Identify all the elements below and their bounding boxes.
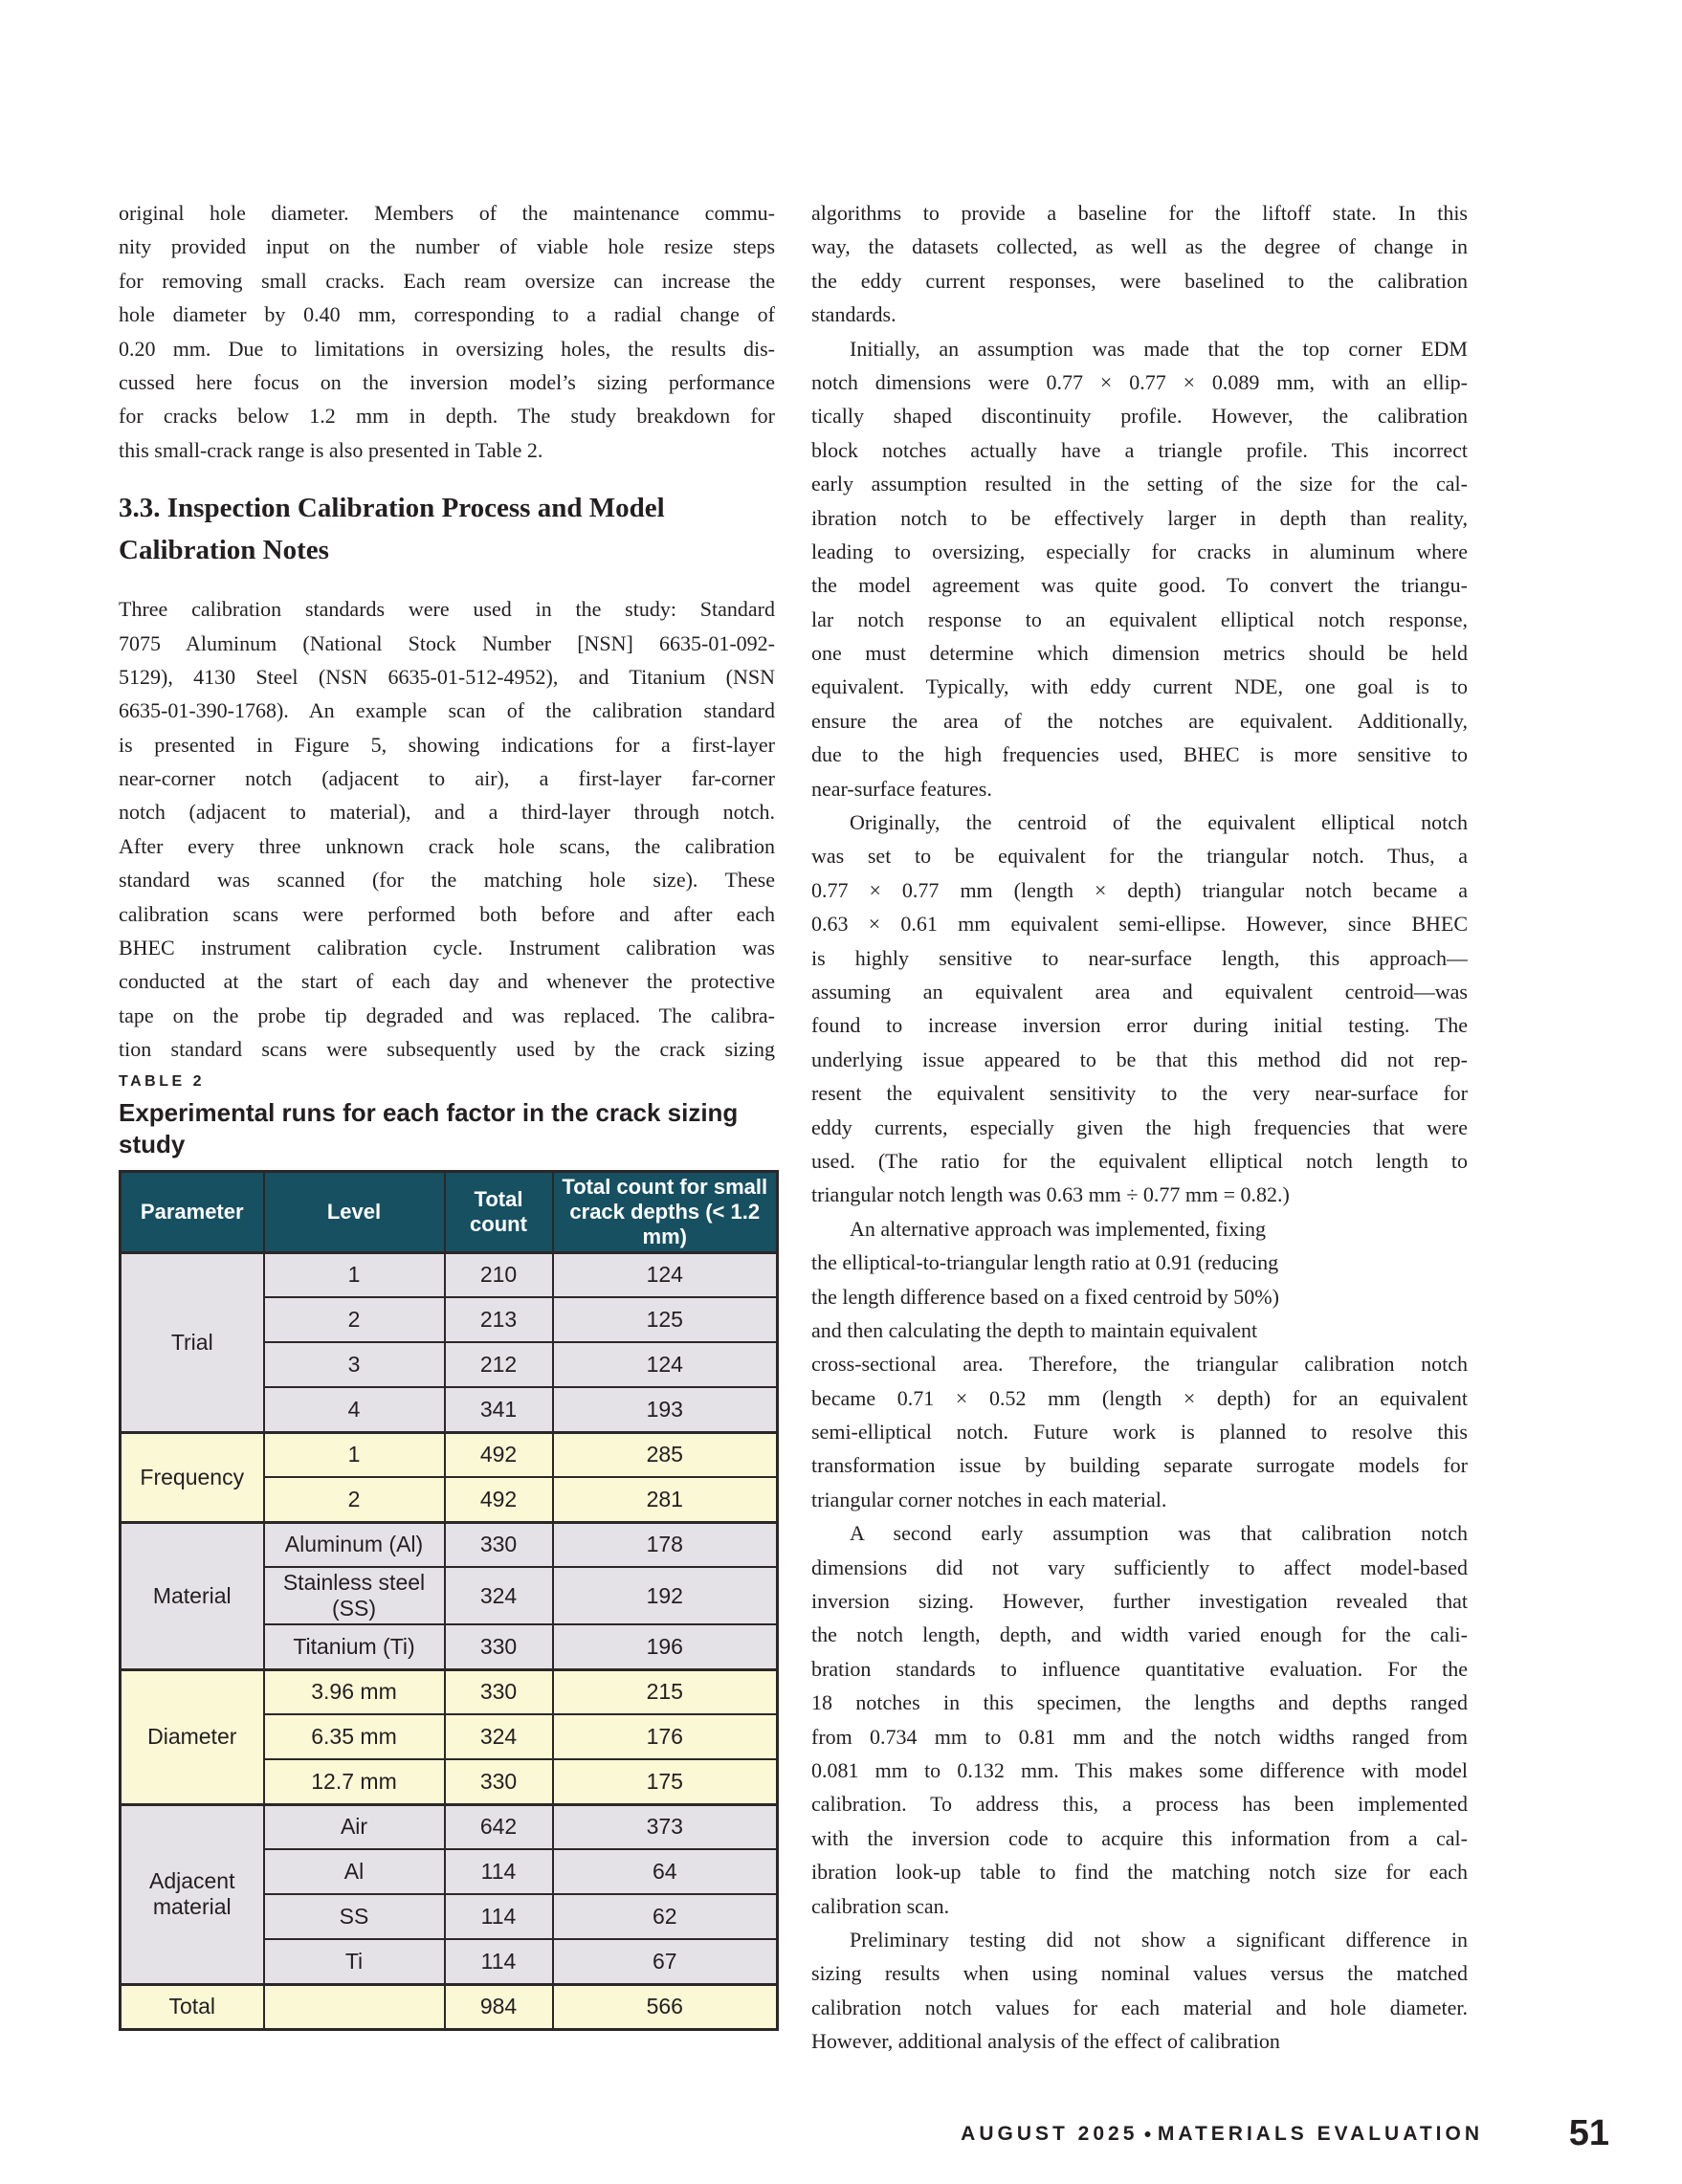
text-line: the elliptical-to-triangular length ratio at 0.91 (reducing <box>811 1250 1279 1275</box>
text-line: Three calibration standards were used in the study: Standard <box>119 597 775 622</box>
text-line: the notch length, depth, and width varied enough for the cali- <box>811 1622 1468 1647</box>
total-count-cell: 330 <box>445 1624 553 1669</box>
text-line: notch dimensions were 0.77 × 0.77 × 0.089 mm, with an ellip- <box>811 369 1468 394</box>
text-line: tically shaped discontinuity profile. However, the calibration <box>811 404 1468 429</box>
small-crack-count-cell: 196 <box>553 1624 778 1669</box>
small-crack-count-cell: 62 <box>553 1894 778 1939</box>
text-line: near-corner notch (adjacent to air), a first-layer far-corner <box>119 766 775 791</box>
text-line: due to the high frequencies used, BHEC is more sensitive to <box>811 742 1468 767</box>
footer-issue: AUGUST 2025 <box>961 2123 1139 2145</box>
parameter-cell: Diameter <box>121 1669 264 1804</box>
table-header-cell: Parameter <box>121 1171 264 1252</box>
small-crack-count-cell: 192 <box>553 1567 778 1624</box>
total-count-cell: 330 <box>445 1759 553 1804</box>
total-count-cell: 210 <box>445 1252 553 1297</box>
text-line: An alternative approach was implemented, fixing <box>850 1216 1266 1241</box>
text-line: triangular corner notches in each material. <box>811 1487 1167 1511</box>
text-line: ensure the area of the notches are equivalent. Additionally, <box>811 708 1468 733</box>
table-row <box>121 1522 778 1567</box>
parameter-cell: Adjacent material <box>121 1804 264 1984</box>
text-line: early assumption resulted in the setting of the size for the cal- <box>811 472 1468 496</box>
text-line: tion standard scans were subsequently used by the crack sizing <box>119 1037 775 1062</box>
level-cell: 4 <box>264 1387 445 1432</box>
total-count-cell: 213 <box>445 1297 553 1342</box>
table-body <box>121 1252 778 2029</box>
text-line: nity provided input on the number of viable hole resize steps <box>119 234 775 259</box>
text-line: 0.77 × 0.77 mm (length × depth) triangular notch became a <box>811 877 1468 902</box>
table-label: TABLE 2 <box>119 1072 205 1090</box>
small-crack-count-cell: 124 <box>553 1342 778 1387</box>
level-cell: 1 <box>264 1252 445 1297</box>
small-crack-count-cell: 281 <box>553 1477 778 1522</box>
left-paragraphs-top <box>119 196 775 467</box>
small-crack-count-cell: 193 <box>553 1387 778 1432</box>
paragraph <box>811 196 1468 332</box>
level-cell: Ti <box>264 1939 445 1984</box>
small-crack-count-cell: 175 <box>553 1759 778 1804</box>
table-caption-line: Experimental runs for each factor in the crack sizing <box>119 1097 739 1127</box>
table-header-cell: Level <box>264 1171 445 1252</box>
text-line: hole diameter by 0.40 mm, corresponding to a radial change of <box>119 302 775 327</box>
text-line: ibration look-up table to find the matching notch size for each <box>811 1860 1468 1885</box>
text-line: and then calculating the depth to maintain equivalent <box>811 1317 1258 1342</box>
small-crack-count-cell: 566 <box>553 1984 778 2029</box>
level-cell: 1 <box>264 1432 445 1477</box>
text-line: cussed here focus on the inversion model’s sizing performance <box>119 369 775 394</box>
text-line: found to increase inversion error during initial testing. The <box>811 1013 1468 1038</box>
table-row <box>121 1252 778 1297</box>
text-line: one must determine which dimension metrics should be held <box>811 641 1468 666</box>
parameter-cell: Total <box>121 1984 264 2029</box>
text-line: became 0.71 × 0.52 mm (length × depth) for an equivalent <box>811 1385 1468 1410</box>
text-line: for cracks below 1.2 mm in depth. The study breakdown for <box>119 404 775 429</box>
text-line: for removing small cracks. Each ream oversize can increase the <box>119 268 775 293</box>
text-line: the eddy current responses, were baselined to the calibration <box>811 268 1468 293</box>
text-line: notch (adjacent to material), and a third-layer through notch. <box>119 800 775 825</box>
total-count-cell: 492 <box>445 1477 553 1522</box>
text-line: Originally, the centroid of the equivalent elliptical notch <box>850 810 1468 835</box>
text-line: 7075 Aluminum (National Stock Number [NSN] 6635-01-092- <box>119 630 775 655</box>
table-header-row <box>121 1171 778 1252</box>
left-column <box>119 196 775 2031</box>
text-line: this small-crack range is also presented in Table 2. <box>119 437 543 462</box>
text-line: calibration scan. <box>811 1893 950 1918</box>
parameter-cell: Trial <box>121 1252 264 1432</box>
level-cell: 2 <box>264 1297 445 1342</box>
small-crack-count-cell: 176 <box>553 1714 778 1759</box>
footer-journal-name: MATERIALS EVALUATION <box>1157 2123 1483 2145</box>
text-line: calibration scans were performed both before and after each <box>119 901 775 926</box>
table-2-block <box>119 1072 775 2031</box>
level-cell: Stainless steel (SS) <box>264 1567 445 1624</box>
text-line: algorithms to provide a baseline for the liftoff state. In this <box>811 201 1468 225</box>
text-line: eddy currents, especially given the high frequencies that were <box>811 1114 1468 1139</box>
parameter-cell: Material <box>121 1522 264 1669</box>
table-caption <box>119 1097 775 1160</box>
text-line: 18 notches in this specimen, the lengths and depths ranged <box>811 1690 1468 1715</box>
small-crack-count-cell: 124 <box>553 1252 778 1297</box>
text-line: 0.63 × 0.61 mm equivalent semi-ellipse. However, since BHEC <box>811 912 1468 937</box>
text-line: is presented in Figure 5, showing indications for a first-layer <box>119 732 775 757</box>
total-count-cell: 642 <box>445 1804 553 1849</box>
section-heading-line: Calibration Notes <box>119 535 329 566</box>
paragraph <box>811 332 1468 805</box>
level-cell: Air <box>264 1804 445 1849</box>
text-line: leading to oversizing, especially for cracks in aluminum where <box>811 539 1468 563</box>
text-line: lar notch response to an equivalent elliptical notch response, <box>811 607 1468 631</box>
text-line: equivalent. Typically, with eddy current NDE, one goal is to <box>811 674 1468 699</box>
total-count-cell: 984 <box>445 1984 553 2029</box>
text-line: 5129), 4130 Steel (NSN 6635-01-512-4952), and Titanium (NSN <box>119 664 775 689</box>
level-cell: Aluminum (Al) <box>264 1522 445 1567</box>
total-count-cell: 212 <box>445 1342 553 1387</box>
total-count-cell: 341 <box>445 1387 553 1432</box>
text-line: transformation issue by building separate surrogate models for <box>811 1453 1468 1478</box>
text-line: inversion sizing. However, further investigation revealed that <box>811 1589 1468 1614</box>
paragraph <box>811 805 1468 1212</box>
section-heading-line: 3.3. Inspection Calibration Process and Model <box>119 493 665 524</box>
table-caption-line: study <box>119 1129 186 1158</box>
text-line: cross-sectional area. Therefore, the triangular calibration notch <box>811 1352 1468 1377</box>
text-line: After every three unknown crack hole scans, the calibration <box>119 833 775 858</box>
text-line: is highly sensitive to near-surface length, this approach— <box>811 945 1468 970</box>
paragraph <box>811 1516 1468 1923</box>
text-line: used. (The ratio for the equivalent elliptical notch length to <box>811 1148 1468 1173</box>
text-line: 6635-01-390-1768). An example scan of the calibration standard <box>119 698 775 723</box>
table-header-cell: Total count <box>445 1171 553 1252</box>
text-line: way, the datasets collected, as well as the degree of change in <box>811 234 1468 259</box>
small-crack-count-cell: 178 <box>553 1522 778 1567</box>
text-line: standards. <box>811 302 896 327</box>
small-crack-count-cell: 125 <box>553 1297 778 1342</box>
text-line: Initially, an assumption was made that the top corner EDM <box>850 336 1468 361</box>
text-line: block notches actually have a triangle profile. This incorrect <box>811 437 1468 462</box>
text-line: bration standards to influence quantitative evaluation. For the <box>811 1656 1468 1681</box>
total-count-cell: 330 <box>445 1669 553 1714</box>
paragraph <box>811 1923 1468 2059</box>
table-header-cell: Total count for small crack depths (< 1.2 mm) <box>553 1171 778 1252</box>
page-number: 51 <box>1568 2113 1609 2153</box>
left-paragraphs-bottom <box>119 592 775 1066</box>
text-line: standard was scanned (for the matching hole size). These <box>119 868 775 893</box>
paragraph <box>119 592 775 1066</box>
table-row <box>121 1669 778 1714</box>
text-line: tape on the probe tip degraded and was replaced. The calibra- <box>119 1003 775 1027</box>
text-line: was set to be equivalent for the triangular notch. Thus, a <box>811 844 1468 869</box>
total-count-cell: 492 <box>445 1432 553 1477</box>
parameter-cell: Frequency <box>121 1432 264 1522</box>
total-count-cell: 324 <box>445 1714 553 1759</box>
level-cell: Al <box>264 1849 445 1894</box>
level-cell: 12.7 mm <box>264 1759 445 1804</box>
level-cell: Titanium (Ti) <box>264 1624 445 1669</box>
table-row <box>121 1804 778 1849</box>
text-line: the model agreement was quite good. To convert the triangu- <box>811 573 1468 598</box>
small-crack-count-cell: 67 <box>553 1939 778 1984</box>
small-crack-count-cell: 215 <box>553 1669 778 1714</box>
text-line: BHEC instrument calibration cycle. Instrument calibration was <box>119 936 775 960</box>
footer-bullet-icon: ● <box>1143 2126 1152 2141</box>
text-line: conducted at the start of each day and whenever the protective <box>119 969 775 994</box>
text-line: calibration. To address this, a process has been implemented <box>811 1792 1468 1817</box>
text-line: near-surface features. <box>811 776 992 801</box>
table-row <box>121 1984 778 2029</box>
text-line: assuming an equivalent area and equivalent centroid—was <box>811 979 1468 1004</box>
section-heading <box>119 487 775 571</box>
total-count-cell: 114 <box>445 1894 553 1939</box>
text-line: sizing results when using nominal values versus the matched <box>811 1961 1468 1986</box>
table-row <box>121 1432 778 1477</box>
text-line: 0.081 mm to 0.132 mm. This makes some difference with model <box>811 1757 1468 1782</box>
text-line: A second early assumption was that calibration notch <box>850 1521 1468 1546</box>
paragraph <box>119 196 775 467</box>
table-header-row <box>121 1171 778 1252</box>
text-line: original hole diameter. Members of the maintenance commu- <box>119 201 775 225</box>
text-line: from 0.734 mm to 0.81 mm and the notch widths ranged from <box>811 1724 1468 1749</box>
total-count-cell: 324 <box>445 1567 553 1624</box>
text-line: underlying issue appeared to be that this method did not rep- <box>811 1047 1468 1071</box>
paragraph <box>811 1212 1468 1517</box>
text-line: Preliminary testing did not show a significant difference in <box>850 1927 1468 1952</box>
footer-journal-line <box>961 2119 1483 2149</box>
text-line: with the inversion code to acquire this information from a cal- <box>811 1825 1468 1850</box>
level-cell <box>264 1984 445 2029</box>
level-cell: 6.35 mm <box>264 1714 445 1759</box>
level-cell: 3 <box>264 1342 445 1387</box>
total-count-cell: 114 <box>445 1849 553 1894</box>
small-crack-count-cell: 373 <box>553 1804 778 1849</box>
level-cell: 3.96 mm <box>264 1669 445 1714</box>
text-line: 0.20 mm. Due to limitations in oversizing holes, the results dis- <box>119 336 775 361</box>
experimental-runs-table <box>119 1170 779 2031</box>
text-line: the length difference based on a fixed centroid by 50%) <box>811 1284 1279 1309</box>
text-line: dimensions did not vary sufficiently to affect model-based <box>811 1555 1468 1579</box>
total-count-cell: 330 <box>445 1522 553 1567</box>
small-crack-count-cell: 64 <box>553 1849 778 1894</box>
text-line: calibration notch values for each material and hole diameter. <box>811 1995 1468 2019</box>
text-line: triangular notch length was 0.63 mm ÷ 0.77 mm = 0.82.) <box>811 1182 1290 1207</box>
small-crack-count-cell: 285 <box>553 1432 778 1477</box>
text-line: ibration notch to be effectively larger in depth than reality, <box>811 505 1468 530</box>
text-line: semi-elliptical notch. Future work is planned to resolve this <box>811 1420 1468 1445</box>
text-line: resent the equivalent sensitivity to the very near-surface for <box>811 1081 1468 1106</box>
level-cell: 2 <box>264 1477 445 1522</box>
level-cell: SS <box>264 1894 445 1939</box>
text-line: However, additional analysis of the effect of calibration <box>811 2029 1280 2054</box>
right-column <box>811 196 1468 2058</box>
total-count-cell: 114 <box>445 1939 553 1984</box>
